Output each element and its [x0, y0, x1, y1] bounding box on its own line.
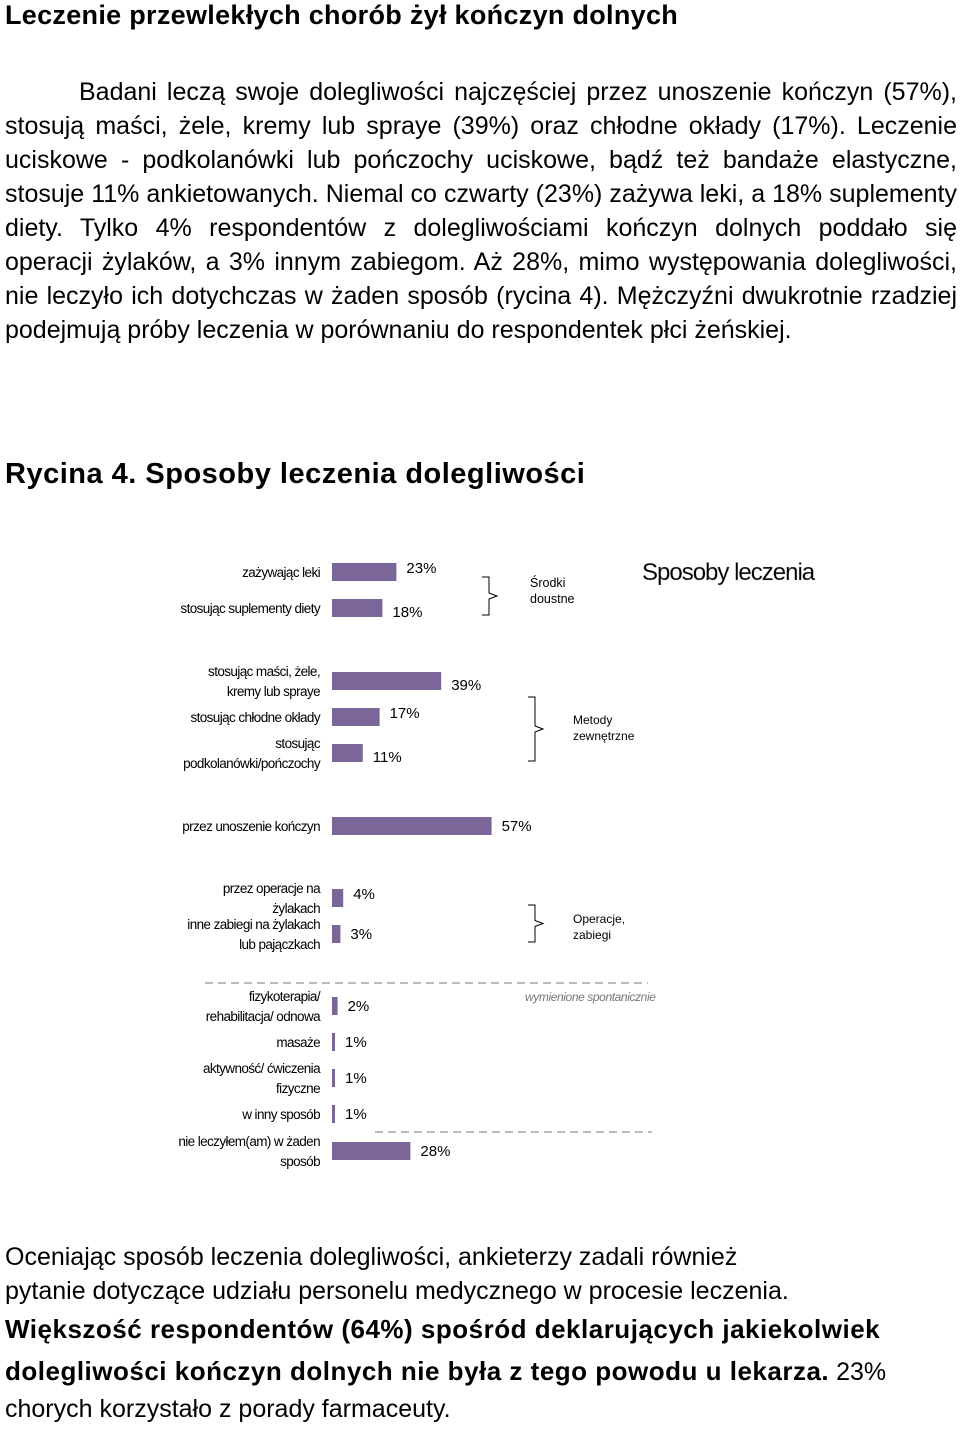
value-label: 1% — [345, 1070, 367, 1087]
intro-paragraph — [5, 75, 957, 347]
group-label-line: zabiegi — [573, 928, 612, 942]
value-label: 28% — [420, 1143, 451, 1160]
bar — [332, 997, 338, 1015]
bar — [332, 817, 492, 835]
category-label — [276, 1035, 320, 1050]
category-label — [190, 710, 320, 725]
closing-tail-text: 23% chorych korzystało z porady farmaceuty. — [5, 1358, 887, 1423]
value-label: 11% — [372, 749, 402, 766]
group-label-external — [573, 713, 635, 743]
group-brace — [528, 905, 543, 942]
value-label: 39% — [451, 677, 482, 694]
group-label-spontaneous: wymienione spontanicznie — [525, 990, 656, 1004]
category-label-line: stosując chłodne okłady — [190, 710, 320, 725]
bar — [332, 744, 363, 762]
value-label: 1% — [345, 1034, 367, 1051]
group-label-procedures — [573, 912, 625, 942]
category-label — [180, 601, 320, 616]
category-label-line: sposób — [280, 1154, 320, 1169]
category-label — [223, 881, 321, 916]
group-label-line: zewnętrzne — [573, 729, 635, 743]
category-label — [242, 565, 320, 580]
category-label — [182, 819, 320, 834]
closing-line-1: Oceniając sposób leczenia dolegliwości, ankieterzy zadali również — [5, 1243, 738, 1271]
bar — [332, 672, 441, 690]
closing-paragraph — [5, 1240, 955, 1426]
category-label-line: podkolanówki/pończochy — [183, 756, 320, 771]
value-label: 23% — [406, 560, 437, 577]
value-label: 57% — [501, 818, 532, 835]
group-label-line: doustne — [530, 592, 575, 606]
category-label-line: stosując suplementy diety — [180, 601, 320, 616]
category-label-line: kremy lub spraye — [226, 684, 320, 699]
bar — [332, 599, 382, 617]
value-label: 2% — [347, 998, 370, 1015]
category-label — [187, 917, 320, 952]
treatment-bar-chart — [0, 540, 960, 1180]
bar — [332, 889, 343, 907]
category-label-line: rehabilitacja/ odnowa — [205, 1009, 320, 1024]
category-label — [183, 736, 321, 771]
category-label-line: masaże — [276, 1035, 320, 1050]
category-label-line: nie leczyłem(am) w żaden — [178, 1134, 320, 1149]
bar — [332, 708, 380, 726]
category-label-line: inne zabiegi na żylakach — [187, 917, 320, 932]
category-label-line: żylakach — [272, 901, 320, 916]
category-label-line: aktywność/ ćwiczenia — [202, 1061, 320, 1076]
category-label — [178, 1134, 320, 1169]
page-title: Leczenie przewlekłych chorób żył kończyn dolnych — [5, 0, 679, 30]
category-label-line: lub pajączkach — [239, 937, 320, 952]
category-label — [203, 1061, 321, 1096]
value-label: 1% — [345, 1106, 367, 1123]
category-label-line: fizykoterapia/ — [248, 989, 320, 1004]
closing-line-2: pytanie dotyczące udziału personelu medycznego w procesie leczenia. — [5, 1277, 789, 1305]
category-label — [208, 664, 320, 699]
category-label-line: w inny sposób — [242, 1107, 320, 1122]
bar — [332, 925, 340, 943]
chart-title: Sposoby leczenia — [642, 559, 815, 586]
category-label-line: przez operacje na — [222, 881, 320, 896]
group-brace — [528, 697, 543, 761]
intro-text: Badani leczą swoje dolegliwości najczęściej przez unoszenie kończyn (57%), stosują maści, żele, kremy lub spraye (39%) oraz chłodne okłady (17%). Leczenie uciskowe - podkolanówki lub pończochy uciskowe, bądź też bandaże elastyczne, stosuje 11% ankietowanych. Niemal co czwarty (23%) zażywa leki, a 18% suplementy diety. Tylko 4% respondentów z dolegliwościami kończyn dolnych poddało się operacji żylaków, a 3% innym zabiegom. Aż 28%, mimo występowania dolegliwości, nie leczyło ich dotychczas w żaden sposób (rycina 4). Mężczyźni dwukrotnie rzadziej podejmują próby leczenia w porównaniu do respondentek płci żeńskiej. — [5, 78, 957, 344]
group-label-line: Operacje, — [573, 912, 626, 926]
bar — [332, 1142, 410, 1160]
group-brace — [482, 577, 497, 615]
bar — [332, 563, 396, 581]
category-label-line: zażywając leki — [242, 565, 320, 580]
value-label: 4% — [353, 886, 375, 903]
bar — [332, 1033, 335, 1051]
category-label-line: stosując — [275, 736, 320, 751]
group-label-line: Metody — [573, 713, 613, 727]
closing-bold-text: Większość respondentów (64%) spośród deklarujących jakiekolwiek dolegliwości kończyn dolnych nie była z tego powodu u lekarza. — [5, 1314, 881, 1386]
bar — [332, 1069, 335, 1087]
category-label — [241, 1107, 320, 1122]
category-label-line: stosując maści, żele, — [208, 664, 320, 679]
value-label: 18% — [392, 604, 423, 621]
category-label-line: przez unoszenie kończyn — [182, 819, 320, 834]
category-label — [206, 989, 321, 1024]
value-label: 17% — [389, 705, 420, 722]
figure-title: Rycina 4. Sposoby leczenia dolegliwości — [5, 458, 586, 490]
bar — [332, 1105, 335, 1123]
category-label-line: fizyczne — [276, 1081, 320, 1096]
value-label: 3% — [350, 926, 373, 943]
group-label-oral — [530, 575, 575, 606]
group-label-line: Środki — [530, 576, 566, 590]
